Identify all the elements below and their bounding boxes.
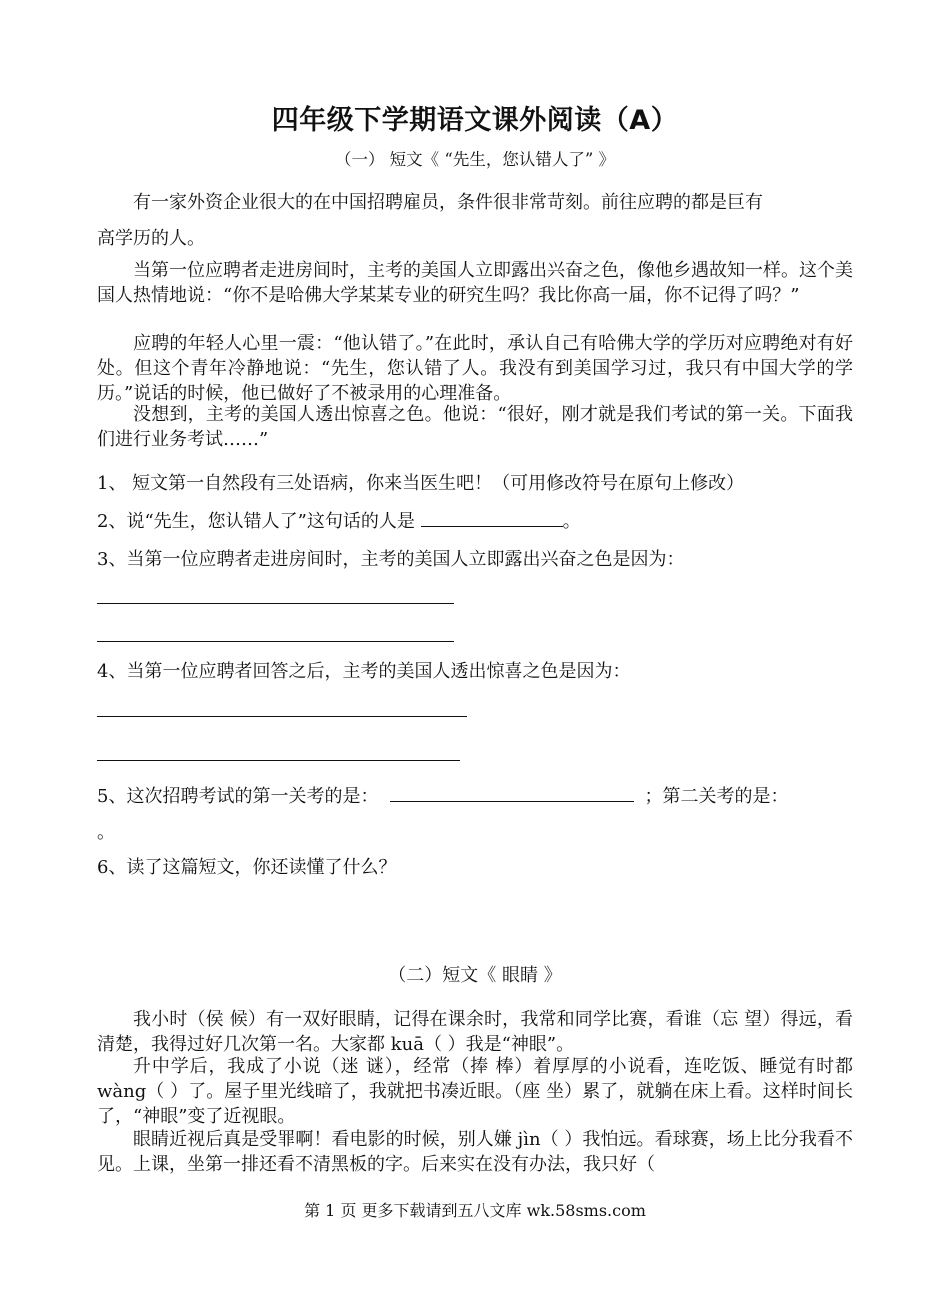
question-2-text: 2、说“先生，您认错人了”这句话的人是: [97, 511, 421, 532]
question-4-answer-line-1[interactable]: [97, 716, 467, 717]
section1-paragraph-3: 应聘的年轻人心里一震：“他认错了。”在此时，承认自己有哈佛大学的学历对应聘绝对有好处。但这个青年冷静地说：“先生，您认错了人。我没有到美国学习过，我只有中国大学的学历。”说话的时候，他已做好了不被录用的心理准备。: [97, 333, 853, 404]
section2-paragraph-3: 眼睛近视后真是受罪啊！看电影的时候，别人嫌 jìn（ ）我怕远。看球赛，场上比分我看不见。上课，坐第一排还看不清黑板的字。后来实在没有办法，我只好（: [97, 1129, 853, 1175]
page-title: 四年级下学期语文课外阅读（A）: [271, 105, 679, 136]
question-5-end: 。: [97, 822, 115, 843]
question-2-end: 。: [562, 511, 581, 532]
question-5-text-part-1: 5、这次招聘考试的第一关考的是：: [97, 786, 379, 807]
section1-paragraph-1-line-1: 有一家外资企业很大的在中国招聘雇员，条件很非常苛刻。前往应聘的都是巨有: [133, 192, 763, 213]
page-footer: 第 1 页 更多下载请到五八文库 wk.58sms.com: [304, 1201, 646, 1220]
question-5-answer-blank-1[interactable]: [390, 783, 634, 802]
section1-heading: （一） 短文《 “先生，您认错人了” 》: [334, 150, 616, 169]
question-4: 4、当第一位应聘者回答之后，主考的美国人透出惊喜之色是因为：: [97, 661, 631, 682]
section1-paragraph-1-line-2: 高学历的人。: [97, 228, 205, 249]
section2-paragraph-1: 我小时（侯 候）有一双好眼睛，记得在课余时，我常和同学比赛，看谁（忘 望）得远，看清楚，我得过好几次第一名。大家都 kuā（ ）我是“神眼”。: [97, 1009, 853, 1055]
question-2: [97, 507, 581, 533]
question-3-answer-line-1[interactable]: [97, 603, 454, 604]
section2-heading: （二）短文《 眼睛 》: [388, 965, 562, 986]
question-1: 1、 短文第一自然段有三处语病，你来当医生吧！（可用修改符号在原句上修改）: [97, 473, 745, 494]
section1-paragraph-4: 没想到，主考的美国人透出惊喜之色。他说：“很好，刚才就是我们考试的第一关。下面我们进行业务考试……”: [97, 404, 853, 450]
question-5-text-part-2: ；第二关考的是：: [644, 786, 789, 807]
question-3-answer-line-2[interactable]: [97, 641, 454, 642]
question-5: [97, 782, 788, 808]
question-3: 3、当第一位应聘者走进房间时，主考的美国人立即露出兴奋之色是因为：: [97, 549, 685, 570]
question-4-answer-line-2[interactable]: [97, 760, 460, 761]
section1-paragraph-2: 当第一位应聘者走进房间时，主考的美国人立即露出兴奋之色，像他乡遇故知一样。这个美国人热情地说：“你不是哈佛大学某某专业的研究生吗？我比你高一届，你不记得了吗？”: [97, 260, 853, 306]
question-2-answer-blank[interactable]: [421, 508, 563, 527]
section2-paragraph-2: 升中学后，我成了小说（迷 谜），经常（捧 棒）着厚厚的小说看，连吃饭、睡觉有时都 wàng（ ）了。屋子里光线暗了，我就把书凑近眼。（座 坐）累了，就躺在床上看。这样时间长了，“神眼”变了近视眼。: [97, 1056, 853, 1127]
question-6: 6、读了这篇短文，你还读懂了什么？: [97, 857, 397, 878]
